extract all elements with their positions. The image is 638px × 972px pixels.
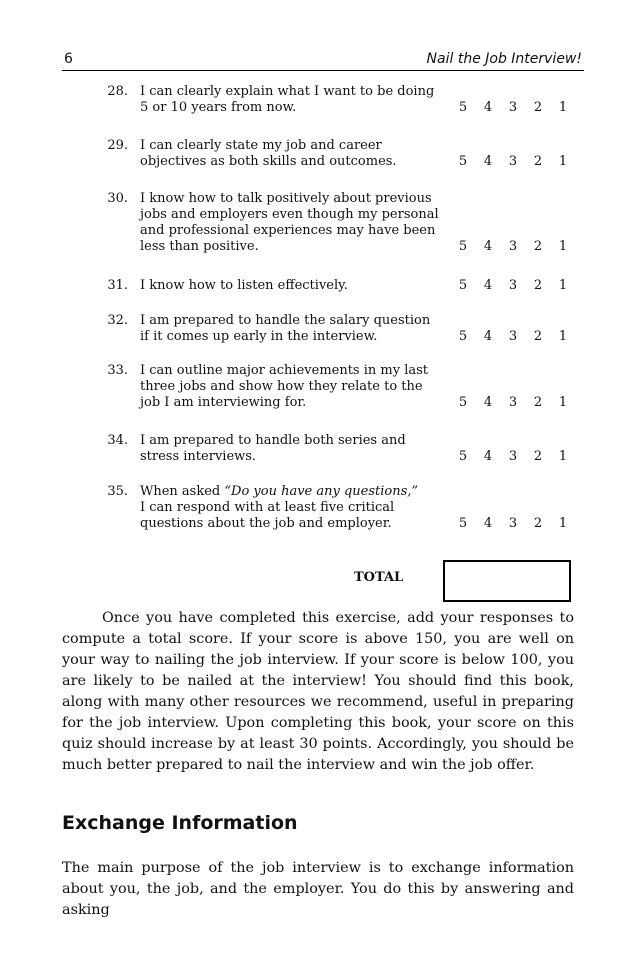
rating-4: 4: [483, 278, 493, 293]
rating-2: 2: [533, 239, 543, 254]
rating-1: 1: [558, 449, 568, 464]
running-head: [62, 50, 584, 71]
page-number: 6: [64, 51, 73, 67]
rating-3: 3: [508, 449, 518, 464]
rating-4: 4: [483, 239, 493, 254]
rating-4: 4: [483, 449, 493, 464]
item-statement: [140, 84, 440, 116]
item-line: I know how to listen effectively.: [140, 278, 348, 293]
book-title: Nail the Job Interview!: [426, 51, 582, 67]
rating-scale: [458, 395, 568, 411]
item-line: objectives as both skills and outcomes.: [140, 154, 397, 169]
rating-3: 3: [508, 395, 518, 410]
rating-5: 5: [458, 239, 468, 254]
item-line: I can clearly explain what I want to be doing: [140, 84, 435, 99]
rating-3: 3: [508, 329, 518, 344]
rating-5: 5: [458, 516, 468, 531]
item-statement: [140, 278, 440, 294]
rating-1: 1: [558, 154, 568, 169]
item-line: three jobs and show how they relate to the: [140, 379, 423, 394]
item-line: jobs and employers even though my personal: [140, 207, 439, 222]
item-line: When asked “Do you have any questions,”: [140, 484, 419, 499]
rating-2: 2: [533, 278, 543, 293]
item-line: job I am interviewing for.: [140, 395, 307, 410]
rating-2: 2: [533, 100, 543, 115]
rating-1: 1: [558, 329, 568, 344]
rating-4: 4: [483, 395, 493, 410]
rating-5: 5: [458, 449, 468, 464]
item-line: less than positive.: [140, 239, 259, 254]
rating-scale: [458, 329, 568, 345]
total-score-box[interactable]: [443, 560, 571, 602]
rating-3: 3: [508, 154, 518, 169]
item-number: 35.: [107, 484, 128, 499]
item-line: I am prepared to handle the salary question: [140, 313, 431, 328]
rating-3: 3: [508, 100, 518, 115]
rating-scale: [458, 516, 568, 532]
rating-2: 2: [533, 395, 543, 410]
item-number: 29.: [107, 138, 128, 153]
total-label: TOTAL: [354, 570, 404, 585]
intro-paragraph: The main purpose of the job interview is to exchange information about you, the job, and the employer. You do this by answering and asking: [62, 860, 574, 918]
rating-1: 1: [558, 278, 568, 293]
rating-1: 1: [558, 239, 568, 254]
rating-5: 5: [458, 154, 468, 169]
rating-scale: [458, 278, 568, 294]
item-line: I know how to talk positively about previous: [140, 191, 432, 206]
rating-3: 3: [508, 516, 518, 531]
rating-2: 2: [533, 154, 543, 169]
rating-1: 1: [558, 395, 568, 410]
item-statement: [140, 138, 440, 170]
item-number: 32.: [107, 313, 128, 328]
item-line: I am prepared to handle both series and: [140, 433, 406, 448]
rating-scale: [458, 239, 568, 255]
item-line: 5 or 10 years from now.: [140, 100, 297, 115]
rating-1: 1: [558, 516, 568, 531]
item-statement: [140, 363, 440, 411]
rating-scale: [458, 449, 568, 465]
item-number: 33.: [107, 363, 128, 378]
rating-5: 5: [458, 329, 468, 344]
rating-scale: [458, 154, 568, 170]
item-line: stress interviews.: [140, 449, 257, 464]
rating-1: 1: [558, 100, 568, 115]
item-number: 34.: [107, 433, 128, 448]
item-line: I can respond with at least five critical: [140, 500, 395, 515]
item-number: 28.: [107, 84, 128, 99]
item-statement: [140, 191, 440, 255]
rating-3: 3: [508, 278, 518, 293]
section-heading: Exchange Information: [62, 812, 298, 834]
item-line: I can clearly state my job and career: [140, 138, 382, 153]
item-line: if it comes up early in the interview.: [140, 329, 378, 344]
item-statement: [140, 313, 440, 345]
rating-2: 2: [533, 329, 543, 344]
rating-2: 2: [533, 449, 543, 464]
item-statement: [140, 433, 440, 465]
scoring-paragraph: Once you have completed this exercise, add your responses to compute a total score. If your score is above 150, you are well on your way to nailing the job interview. If your score is below 100, you are likely to be nailed at the interview! You should find this book, along with many other resources we recommend, useful in preparing for the job interview. Upon completing this book, your score on this quiz should increase by at least 30 points. Accordingly, you should be much better prepared to nail the interview and win the job offer.: [62, 610, 574, 773]
rating-4: 4: [483, 154, 493, 169]
item-line: and professional experiences may have been: [140, 223, 436, 238]
rating-4: 4: [483, 100, 493, 115]
item-line: questions about the job and employer.: [140, 516, 392, 531]
rating-5: 5: [458, 395, 468, 410]
rating-3: 3: [508, 239, 518, 254]
rating-5: 5: [458, 278, 468, 293]
item-number: 31.: [107, 278, 128, 293]
rating-scale: [458, 100, 568, 116]
rating-4: 4: [483, 329, 493, 344]
rating-2: 2: [533, 516, 543, 531]
item-line: I can outline major achievements in my last: [140, 363, 429, 378]
rating-4: 4: [483, 516, 493, 531]
rating-5: 5: [458, 100, 468, 115]
item-number: 30.: [107, 191, 128, 206]
item-statement: [140, 484, 440, 532]
